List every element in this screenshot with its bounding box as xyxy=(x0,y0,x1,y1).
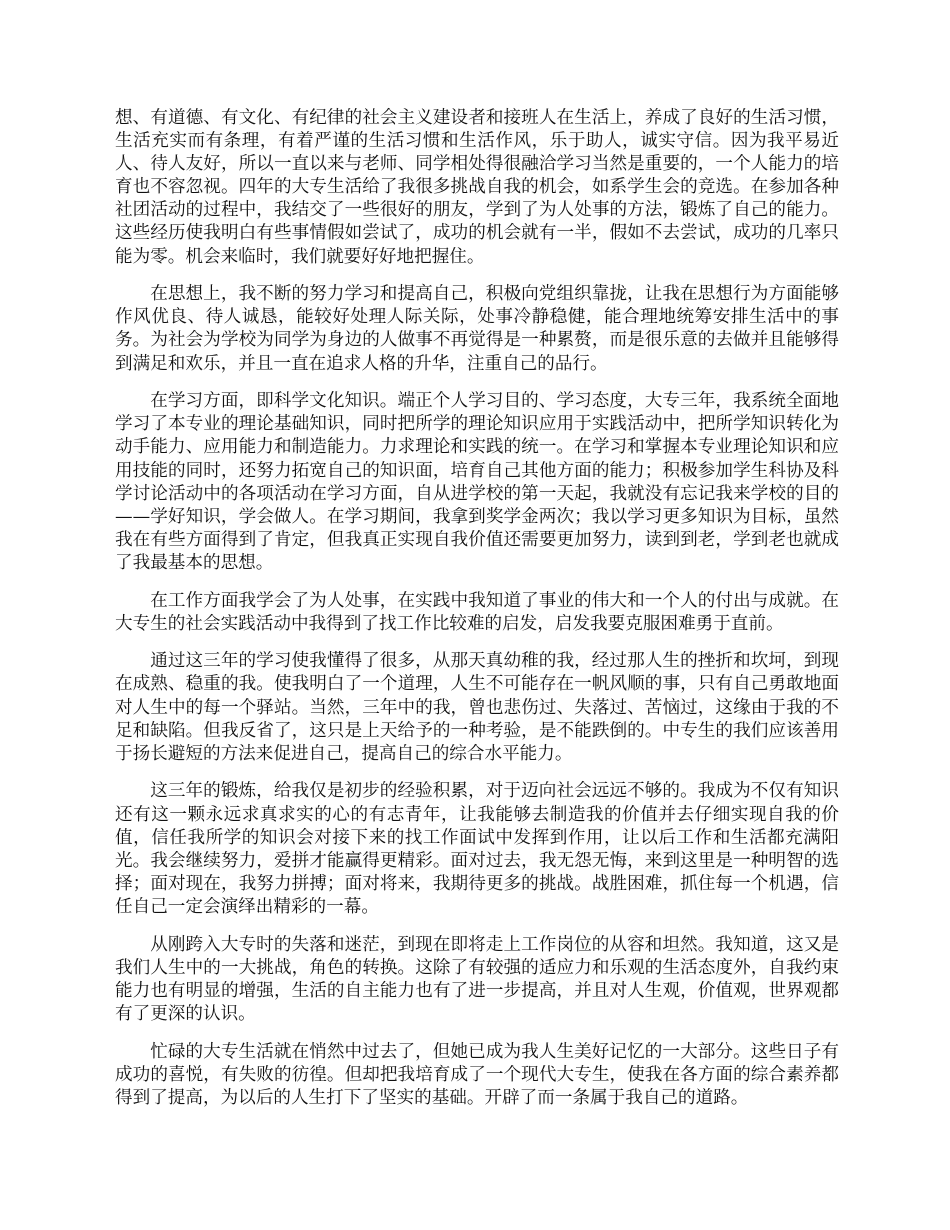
paragraph-2: 在思想上，我不断的努力学习和提高自己，积极向党组织靠拢，让我在思想行为方面能够作风优良、待人诚恳，能较好处理人际关际，处事冷静稳健，能合理地统筹安排生活中的事务。为社会为学校为同学为身边的人做事不再觉得是一种累赘，而是很乐意的去做并且能够得到满足和欢乐，并且一直在追求人格的升华，注重自己的品行。 xyxy=(115,284,839,374)
paragraph-6: 这三年的锻炼，给我仅是初步的经验积累，对于迈向社会远远不够的。我成为不仅有知识还有这一颗永远求真求实的心的有志青年，让我能够去制造我的价值并去仔细实现自我的价值，信任我所学的知识会对接下来的找工作面试中发挥到作用，让以后工作和生活都充满阳光。我会继续努力，爱拼才能赢得更精彩。面对过去，我无怨无悔，来到这里是一种明智的选择；面对现在，我努力拼搏；面对将来，我期待更多的挑战。战胜困难，抓住每一个机遇，信任自己一定会演绎出精彩的一幕。 xyxy=(115,781,839,917)
paragraph-8: 忙碌的大专生活就在悄然中过去了，但她已成为我人生美好记忆的一大部分。这些日子有成功的喜悦，有失败的彷徨。但却把我培育成了一个现代大专生，使我在各方面的综合素养都得到了提高，为以后的人生打下了坚实的基础。开辟了而一条属于我自己的道路。 xyxy=(115,1041,839,1108)
paragraph-3: 在学习方面，即科学文化知识。端正个人学习目的、学习态度，大专三年，我系统全面地学习了本专业的理论基础知识，同时把所学的理论知识应用于实践活动中，把所学知识转化为动手能力、应用能力和制造能力。力求理论和实践的统一。在学习和掌握本专业理论知识和应用技能的同时，还努力拓宽自己的知识面，培育自己其他方面的能力；积极参加学生科协及科学讨论活动中的各项活动在学习方面，自从进学校的第一天起，我就没有忘记我来学校的目的——学好知识，学会做人。在学习期间，我拿到奖学金两次；我以学习更多知识为目标，虽然我在有些方面得到了肯定，但我真正实现自我价值还需要更加努力，读到到老，学到老也就成了我最基本的思想。 xyxy=(115,391,839,573)
paragraph-1: 想、有道德、有文化、有纪律的社会主义建设者和接班人在生活上，养成了良好的生活习惯，生活充实而有条理，有着严谨的生活习惯和生活作风，乐于助人，诚实守信。因为我平易近人、待人友好，所以一直以来与老师、同学相处得很融洽学习当然是重要的，一个人能力的培育也不容忽视。四年的大专生活给了我很多挑战自我的机会，如系学生会的竞选。在参加各种社团活动的过程中，我结交了一些很好的朋友，学到了为人处事的方法，锻炼了自己的能力。这些经历使我明白有些事情假如尝试了，成功的机会就有一半，假如不去尝试，成功的几率只能为零。机会来临时，我们就要好好地把握住。 xyxy=(115,108,839,267)
document-body xyxy=(115,107,839,1124)
paragraph-4: 在工作方面我学会了为人处事，在实践中我知道了事业的伟大和一个人的付出与成就。在大专生的社会实践活动中我得到了找工作比较难的启发，启发我要克服困难勇于直前。 xyxy=(115,590,839,634)
paragraph-5: 通过这三年的学习使我懂得了很多，从那天真幼稚的我，经过那人生的挫折和坎坷，到现在成熟、稳重的我。使我明白了一个道理，人生不可能存在一帆风顺的事，只有自己勇敢地面对人生中的每一个驿站。当然，三年中的我，曾也悲伤过、失落过、苦恼过，这缘由于我的不足和缺陷。但我反省了，这只是上天给予的一种考验，是不能跌倒的。中专生的我们应该善用于扬长避短的方法来促进自己，提高自己的综合水平能力。 xyxy=(115,651,839,764)
paragraph-7: 从刚跨入大专时的失落和迷茫，到现在即将走上工作岗位的从容和坦然。我知道，这又是我们人生中的一大挑战，角色的转换。这除了有较强的适应力和乐观的生活态度外，自我约束能力也有明显的增强，生活的自主能力也有了进一步提高，并且对人生观，价值观，世界观都有了更深的认识。 xyxy=(115,934,839,1024)
